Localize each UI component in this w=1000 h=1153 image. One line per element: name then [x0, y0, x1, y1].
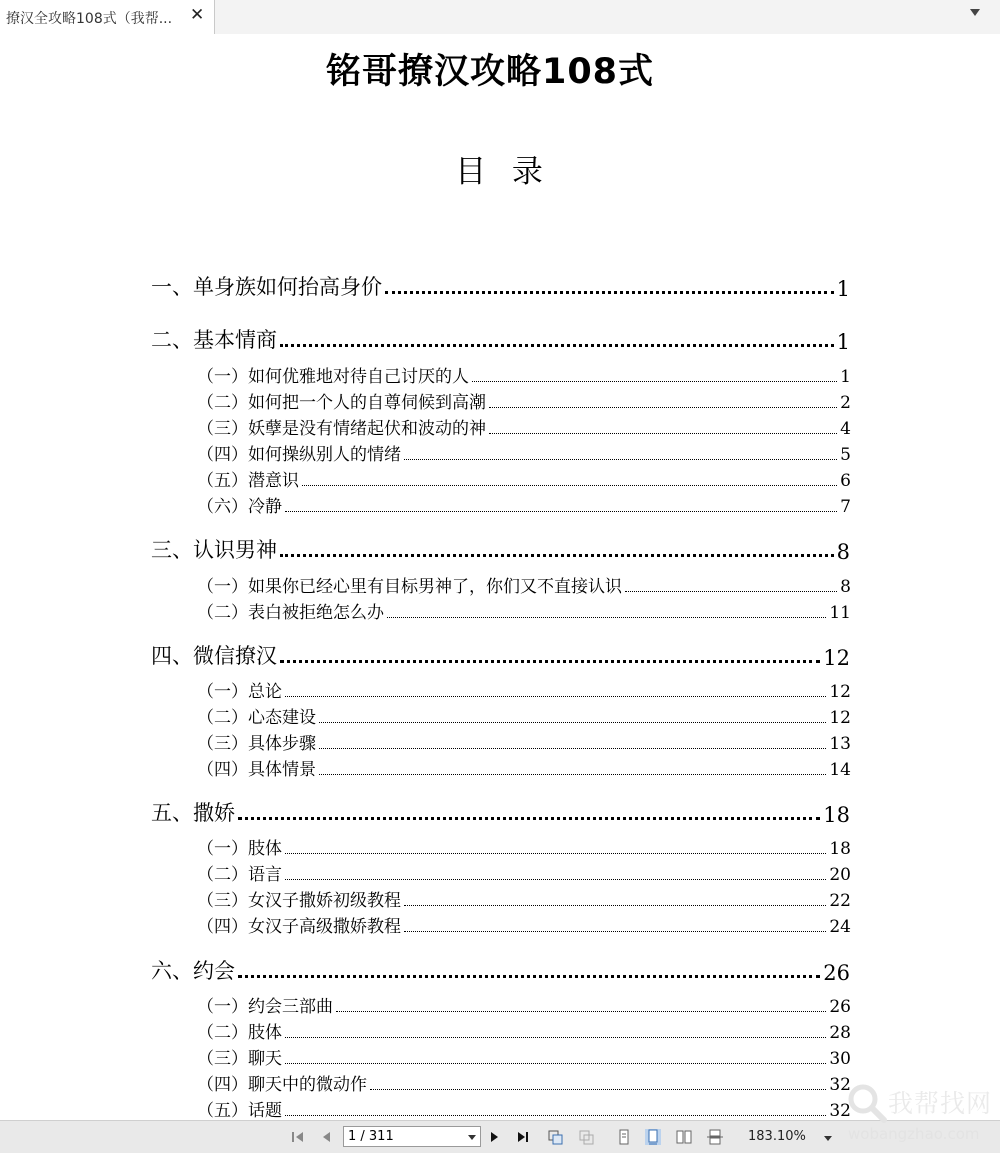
toc-dot-leader — [285, 696, 826, 697]
toc-dot-leader — [404, 459, 837, 460]
toc-dot-leader — [285, 1063, 826, 1064]
toc-entry-title: （四）如何操纵别人的情绪 — [197, 445, 401, 465]
toc-dot-leader — [404, 931, 826, 932]
prev-page-icon[interactable] — [318, 1129, 334, 1145]
toc-dot-leader — [280, 554, 834, 557]
toc-section-entry[interactable] — [197, 993, 851, 1017]
toc-page-number: 14 — [829, 760, 851, 780]
toc-page-number: 24 — [829, 917, 851, 937]
toc-dot-leader — [336, 1011, 826, 1012]
toc-dot-leader — [302, 485, 837, 486]
toc-dot-leader — [319, 748, 826, 749]
toc-entry-title: （三）具体步骤 — [197, 734, 316, 754]
toc-entry-title: （一）约会三部曲 — [197, 997, 333, 1017]
toc-page-number: 13 — [829, 734, 851, 754]
toc-page-number: 26 — [829, 997, 851, 1017]
toc-page-number: 12 — [829, 682, 851, 702]
toc-entry-title: （四）具体情景 — [197, 760, 316, 780]
toc-dot-leader — [489, 433, 837, 434]
toc-page-number: 5 — [840, 445, 851, 465]
continuous-page-icon[interactable] — [645, 1129, 661, 1145]
toc-entry-title: （二）表白被拒绝怎么办 — [197, 603, 384, 623]
toc-page-number: 32 — [829, 1075, 851, 1095]
toc-page-number: 32 — [829, 1101, 851, 1120]
toc-page-number: 30 — [829, 1049, 851, 1069]
toc-entry-title: 五、撒娇 — [151, 801, 235, 825]
toc-page-number: 8 — [840, 577, 851, 597]
toc-chapter-entry[interactable] — [151, 269, 850, 301]
toc-section-entry[interactable] — [197, 493, 851, 517]
toc-page-number: 12 — [823, 646, 850, 670]
toc-page-number: 11 — [829, 603, 851, 623]
toc-entry-title: （三）聊天 — [197, 1049, 282, 1069]
toc-dot-leader — [238, 975, 820, 978]
toc-page-number: 1 — [840, 367, 851, 387]
toc-entry-title: 三、认识男神 — [151, 538, 277, 562]
toc-entry-title: （二）语言 — [197, 865, 282, 885]
toc-dot-leader — [285, 1037, 826, 1038]
toc-entry-title: （二）如何把一个人的自尊伺候到高潮 — [197, 393, 486, 413]
toc-entry-title: （三）女汉子撒娇初级教程 — [197, 891, 401, 911]
toc-entry-title: （三）妖孽是没有情绪起伏和波动的神 — [197, 419, 486, 439]
watermark-text: 我帮找网 — [888, 1089, 993, 1118]
page-number-select[interactable] — [343, 1126, 481, 1147]
toc-page-number: 1 — [836, 277, 850, 301]
toc-section-entry[interactable] — [197, 467, 851, 491]
toc-dot-leader — [285, 879, 826, 880]
toc-page-number: 4 — [840, 419, 851, 439]
chevron-down-icon — [468, 1135, 476, 1140]
toc-dot-leader — [319, 722, 826, 723]
single-page-icon[interactable] — [616, 1129, 632, 1145]
page-indicator: 1 / 311 — [348, 1129, 394, 1144]
toc-page-number: 28 — [829, 1023, 851, 1043]
last-page-icon[interactable] — [515, 1129, 531, 1145]
toc-dot-leader — [625, 591, 837, 592]
toc-section-entry[interactable] — [197, 573, 851, 597]
toc-dot-leader — [280, 344, 834, 347]
toc-dot-leader — [387, 617, 826, 618]
toc-section-entry[interactable] — [197, 363, 851, 387]
toc-section-entry[interactable] — [197, 441, 851, 465]
toc-page-number: 1 — [836, 330, 850, 354]
document-tab[interactable] — [0, 0, 215, 34]
toc-entry-title: （一）如果你已经心里有目标男神了，你们又不直接认识 — [197, 577, 622, 597]
toc-dot-leader — [370, 1089, 826, 1090]
tab-bar — [0, 0, 1000, 35]
first-page-icon[interactable] — [290, 1129, 306, 1145]
toc-dot-leader — [385, 291, 834, 294]
toc-entry-title: （四）女汉子高级撒娇教程 — [197, 917, 401, 937]
toc-dot-leader — [319, 774, 826, 775]
toc-entry-title: （二）心态建设 — [197, 708, 316, 728]
toc-section-entry[interactable] — [197, 861, 851, 885]
watermark — [842, 1078, 998, 1150]
toc-dot-leader — [489, 407, 837, 408]
next-view-icon[interactable] — [578, 1129, 594, 1145]
toc-page-number: 20 — [829, 865, 851, 885]
toc-section-entry[interactable] — [197, 835, 851, 859]
toc-entry-title: （六）冷静 — [197, 497, 282, 517]
toc-section-entry[interactable] — [197, 704, 851, 728]
toc-heading: 目 录 — [455, 154, 551, 190]
toc-page-number: 7 — [840, 497, 851, 517]
toc-dot-leader — [285, 853, 826, 854]
toc-dot-leader — [404, 905, 826, 906]
toc-page-number: 8 — [836, 540, 850, 564]
toc-entry-title: 六、约会 — [151, 959, 235, 983]
prev-view-icon[interactable] — [547, 1129, 563, 1145]
toc-section-entry[interactable] — [197, 730, 851, 754]
toc-entry-title: 二、基本情商 — [151, 328, 277, 352]
facing-pages-icon[interactable] — [676, 1129, 692, 1145]
toc-chapter-entry[interactable] — [151, 322, 850, 354]
toc-page-number: 2 — [840, 393, 851, 413]
document-page — [0, 34, 1000, 1120]
toc-section-entry[interactable] — [197, 1097, 851, 1120]
toc-entry-title: （四）聊天中的微动作 — [197, 1075, 367, 1095]
tab-list-dropdown-icon[interactable] — [968, 6, 982, 20]
toc-entry-title: （五）话题 — [197, 1101, 282, 1120]
toc-dot-leader — [285, 511, 837, 512]
zoom-level[interactable]: 183.10% — [748, 1129, 806, 1144]
toc-dot-leader — [472, 381, 837, 382]
tab-close-icon[interactable]: ✕ — [190, 5, 205, 25]
split-view-icon[interactable] — [707, 1129, 723, 1145]
toc-page-number: 18 — [823, 803, 850, 827]
toc-section-entry[interactable] — [197, 1019, 851, 1043]
toc-chapter-entry[interactable] — [151, 638, 850, 670]
toc-entry-title: 四、微信撩汉 — [151, 644, 277, 668]
document-title: 铭哥撩汉攻略108式 — [325, 52, 655, 92]
magnifier-logo-icon — [846, 1082, 888, 1124]
toc-section-entry[interactable] — [197, 678, 851, 702]
toc-page-number: 18 — [829, 839, 851, 859]
toc-entry-title: （五）潜意识 — [197, 471, 299, 491]
toc-chapter-entry[interactable] — [151, 953, 850, 985]
next-page-icon[interactable] — [487, 1129, 503, 1145]
toc-page-number: 22 — [829, 891, 851, 911]
toc-section-entry[interactable] — [197, 887, 851, 911]
tab-title: 撩汉全攻略108式（我帮... — [6, 11, 173, 27]
zoom-dropdown-icon[interactable] — [824, 1136, 832, 1141]
toc-section-entry[interactable] — [197, 1045, 851, 1069]
toc-entry-title: 一、单身族如何抬高身价 — [151, 275, 382, 299]
toc-section-entry[interactable] — [197, 415, 851, 439]
toc-dot-leader — [238, 817, 820, 820]
toc-entry-title: （一）肢体 — [197, 839, 282, 859]
watermark-url: wobangzhao.com — [848, 1125, 980, 1143]
toc-dot-leader — [285, 1115, 826, 1116]
toc-page-number: 12 — [829, 708, 851, 728]
toc-chapter-entry[interactable] — [151, 532, 850, 564]
toc-page-number: 6 — [840, 471, 851, 491]
toc-entry-title: （一）总论 — [197, 682, 282, 702]
toc-section-entry[interactable] — [197, 599, 851, 623]
toc-section-entry[interactable] — [197, 1071, 851, 1095]
toc-section-entry[interactable] — [197, 389, 851, 413]
toc-chapter-entry[interactable] — [151, 795, 850, 827]
toc-section-entry[interactable] — [197, 913, 851, 937]
toc-entry-title: （二）肢体 — [197, 1023, 282, 1043]
toc-page-number: 26 — [823, 961, 850, 985]
toc-section-entry[interactable] — [197, 756, 851, 780]
toc-entry-title: （一）如何优雅地对待自己讨厌的人 — [197, 367, 469, 387]
toc-dot-leader — [280, 660, 820, 663]
